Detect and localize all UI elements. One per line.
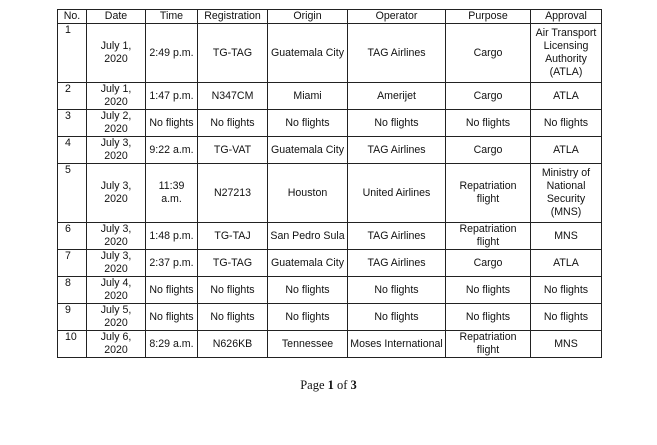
cell-registration: N347CM [198, 83, 268, 110]
cell-origin: No flights [268, 277, 348, 304]
col-header-origin: Origin [268, 10, 348, 24]
cell-operator: United Airlines [348, 164, 446, 223]
cell-approval: ATLA [531, 83, 602, 110]
cell-origin: No flights [268, 304, 348, 331]
cell-approval: ATLA [531, 137, 602, 164]
cell-no: 10 [58, 331, 87, 358]
table-row [58, 331, 602, 358]
cell-purpose: Cargo [446, 24, 531, 83]
cell-origin: San Pedro Sula [268, 223, 348, 250]
table-row [58, 110, 602, 137]
cell-operator: No flights [348, 304, 446, 331]
cell-registration: TG-VAT [198, 137, 268, 164]
cell-registration: N27213 [198, 164, 268, 223]
cell-registration: TG-TAG [198, 250, 268, 277]
cell-time: 2:49 p.m. [146, 24, 198, 83]
cell-date: July 2, 2020 [87, 110, 146, 137]
cell-purpose: Repatriation flight [446, 164, 531, 223]
cell-purpose: Repatriation flight [446, 331, 531, 358]
cell-time: 1:47 p.m. [146, 83, 198, 110]
cell-time: No flights [146, 304, 198, 331]
table-row [58, 223, 602, 250]
cell-operator: TAG Airlines [348, 250, 446, 277]
cell-approval: No flights [531, 110, 602, 137]
cell-registration: No flights [198, 110, 268, 137]
col-header-date: Date [87, 10, 146, 24]
cell-purpose: No flights [446, 277, 531, 304]
col-header-purpose: Purpose [446, 10, 531, 24]
cell-origin: Guatemala City [268, 137, 348, 164]
cell-date: July 3, 2020 [87, 137, 146, 164]
cell-no: 7 [58, 250, 87, 277]
col-header-registration: Registration [198, 10, 268, 24]
cell-approval: No flights [531, 277, 602, 304]
col-header-no: No. [58, 10, 87, 24]
cell-purpose: No flights [446, 304, 531, 331]
cell-origin: Houston [268, 164, 348, 223]
cell-no: 6 [58, 223, 87, 250]
cell-registration: TG-TAG [198, 24, 268, 83]
cell-approval: Air Transport Licensing Authority (ATLA) [531, 24, 602, 83]
cell-time: 11:39 a.m. [146, 164, 198, 223]
cell-no: 8 [58, 277, 87, 304]
table-row [58, 83, 602, 110]
cell-purpose: Cargo [446, 83, 531, 110]
col-header-time: Time [146, 10, 198, 24]
cell-time: 2:37 p.m. [146, 250, 198, 277]
cell-origin: Guatemala City [268, 250, 348, 277]
cell-time: No flights [146, 110, 198, 137]
cell-operator: TAG Airlines [348, 223, 446, 250]
cell-no: 1 [58, 24, 87, 83]
cell-approval: ATLA [531, 250, 602, 277]
cell-operator: Amerijet [348, 83, 446, 110]
cell-approval: MNS [531, 331, 602, 358]
cell-registration: No flights [198, 304, 268, 331]
table-row [58, 304, 602, 331]
total-pages-number: 3 [350, 378, 357, 392]
of-label: of [337, 378, 348, 392]
page-label: Page [300, 378, 325, 392]
table-row [58, 250, 602, 277]
cell-origin: Guatemala City [268, 24, 348, 83]
cell-date: July 6, 2020 [87, 331, 146, 358]
cell-operator: No flights [348, 110, 446, 137]
flight-log-table [57, 9, 602, 358]
cell-date: July 1, 2020 [87, 24, 146, 83]
cell-no: 4 [58, 137, 87, 164]
cell-time: 9:22 a.m. [146, 137, 198, 164]
cell-approval: Ministry of National Security (MNS) [531, 164, 602, 223]
current-page-number: 1 [327, 378, 334, 392]
cell-date: July 1, 2020 [87, 83, 146, 110]
cell-date: July 4, 2020 [87, 277, 146, 304]
page-footer [0, 378, 657, 393]
cell-registration: TG-TAJ [198, 223, 268, 250]
cell-origin: Tennessee [268, 331, 348, 358]
cell-purpose: Cargo [446, 137, 531, 164]
cell-purpose: Cargo [446, 250, 531, 277]
cell-registration: N626KB [198, 331, 268, 358]
cell-time: No flights [146, 277, 198, 304]
cell-date: July 3, 2020 [87, 223, 146, 250]
cell-purpose: No flights [446, 110, 531, 137]
cell-operator: TAG Airlines [348, 137, 446, 164]
table-row [58, 164, 602, 223]
cell-operator: TAG Airlines [348, 24, 446, 83]
cell-no: 9 [58, 304, 87, 331]
cell-purpose: Repatriation flight [446, 223, 531, 250]
cell-date: July 3, 2020 [87, 250, 146, 277]
col-header-approval: Approval [531, 10, 602, 24]
table-row [58, 277, 602, 304]
table-row [58, 137, 602, 164]
cell-operator: Moses International [348, 331, 446, 358]
cell-no: 2 [58, 83, 87, 110]
cell-time: 8:29 a.m. [146, 331, 198, 358]
col-header-operator: Operator [348, 10, 446, 24]
cell-no: 5 [58, 164, 87, 223]
cell-operator: No flights [348, 277, 446, 304]
cell-date: July 3, 2020 [87, 164, 146, 223]
cell-approval: MNS [531, 223, 602, 250]
header-row [58, 10, 602, 24]
cell-registration: No flights [198, 277, 268, 304]
cell-approval: No flights [531, 304, 602, 331]
cell-date: July 5, 2020 [87, 304, 146, 331]
table-row [58, 24, 602, 83]
cell-origin: Miami [268, 83, 348, 110]
cell-origin: No flights [268, 110, 348, 137]
cell-time: 1:48 p.m. [146, 223, 198, 250]
cell-no: 3 [58, 110, 87, 137]
